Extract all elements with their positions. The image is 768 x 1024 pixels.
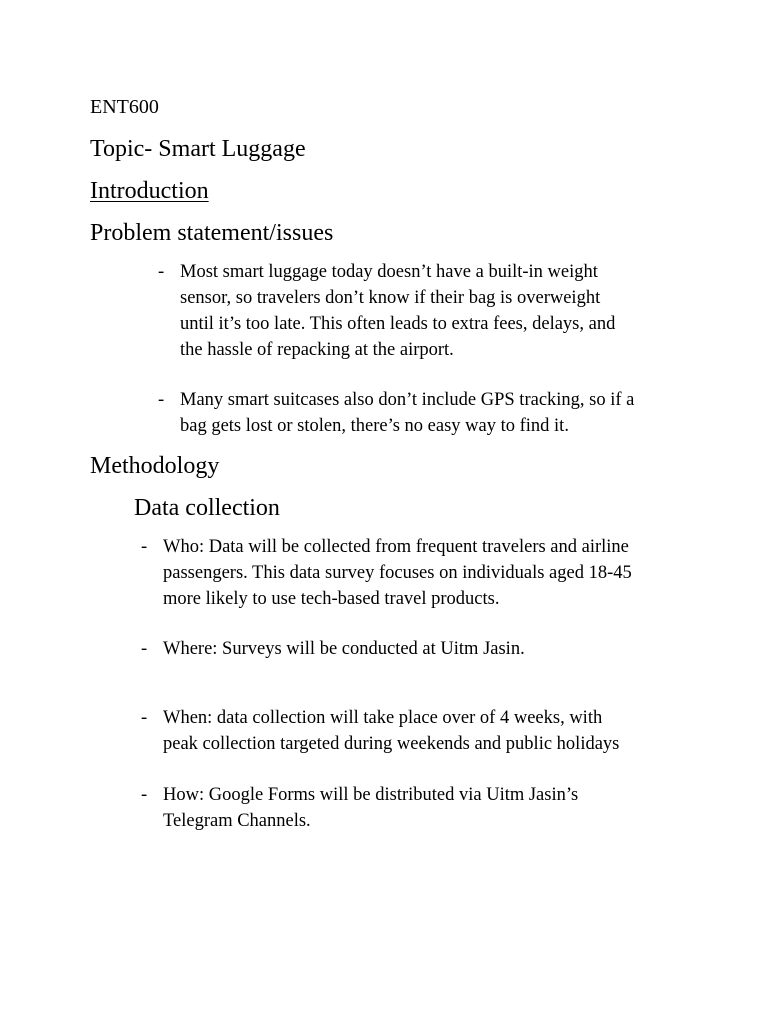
bullet-dash: - — [158, 390, 165, 410]
text-line: Most smart luggage today doesn’t have a built-in weight — [180, 262, 598, 282]
data-collection-item-text — [163, 782, 683, 834]
bullet-dash: - — [141, 537, 148, 557]
text-line: How: Google Forms will be distributed via Uitm Jasin’s — [163, 785, 579, 805]
text-line: Who: Data will be collected from frequent travelers and airline — [163, 537, 629, 557]
data-collection-item-text — [163, 534, 683, 612]
text-line: peak collection targeted during weekends and public holidays — [163, 734, 620, 754]
text-line: passengers. This data survey focuses on individuals aged 18-45 — [163, 563, 632, 583]
topic-heading: Topic- Smart Luggage — [90, 136, 306, 162]
methodology-heading: Methodology — [90, 453, 220, 479]
data-collection-item-text — [163, 705, 683, 757]
data-collection-item-text — [163, 636, 683, 662]
course-code: ENT600 — [90, 96, 159, 118]
bullet-dash: - — [141, 708, 148, 728]
bullet-dash: - — [141, 639, 148, 659]
text-line: Telegram Channels. — [163, 811, 311, 831]
text-line: When: data collection will take place over of 4 weeks, with — [163, 708, 603, 728]
text-line: the hassle of repacking at the airport. — [180, 340, 454, 360]
bullet-dash: - — [141, 785, 148, 805]
problem-item-text — [180, 387, 700, 439]
text-line: Where: Surveys will be conducted at Uitm Jasin. — [163, 639, 525, 659]
problem-item-text — [180, 259, 700, 363]
text-line: Many smart suitcases also don’t include GPS tracking, so if a — [180, 390, 635, 410]
bullet-dash: - — [158, 262, 165, 282]
data-collection-heading: Data collection — [134, 495, 280, 521]
text-line: bag gets lost or stolen, there’s no easy way to find it. — [180, 416, 569, 436]
introduction-heading: Introduction — [90, 178, 209, 204]
text-line: until it’s too late. This often leads to extra fees, delays, and — [180, 314, 616, 334]
problem-statement-heading: Problem statement/issues — [90, 220, 334, 246]
text-line: sensor, so travelers don’t know if their bag is overweight — [180, 288, 601, 308]
text-line: more likely to use tech-based travel products. — [163, 589, 500, 609]
